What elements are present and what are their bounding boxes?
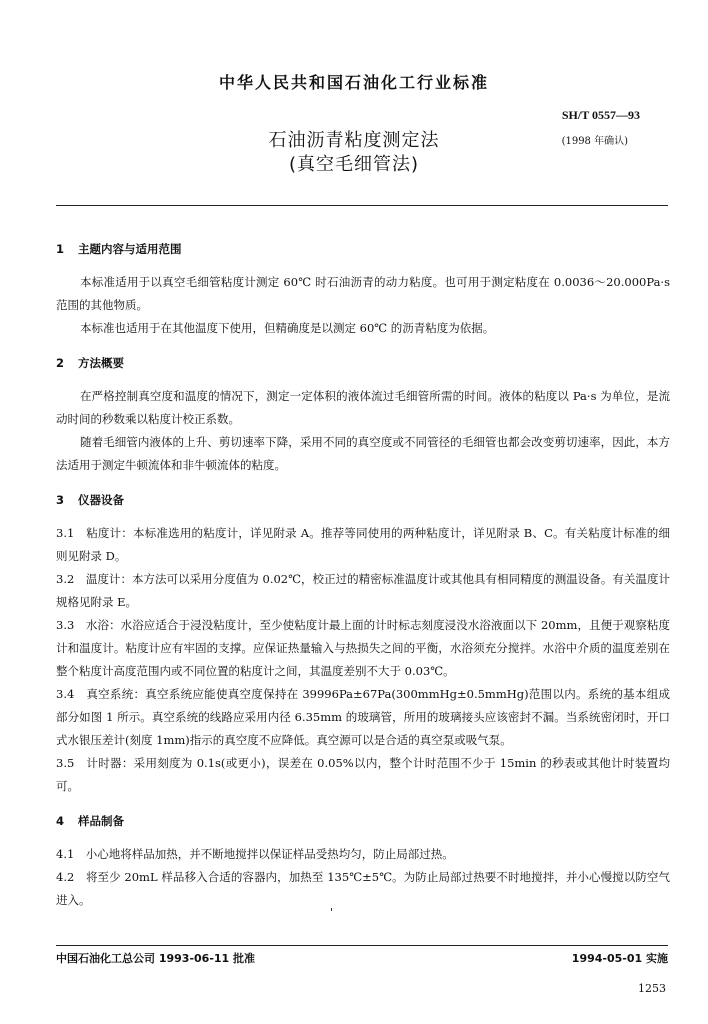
section-2 bbox=[56, 352, 670, 477]
section-heading bbox=[56, 238, 670, 261]
clause-3-2: 3.2 温度计：本方法可以采用分度值为 0.02℃，校正过的精密标准温度计或其他具有相同精度的测温设备。有关温度计规格见附录 E。 bbox=[56, 572, 670, 609]
section-heading bbox=[56, 352, 670, 375]
clause-3-5: 3.5 计时器：采用刻度为 0.1s(或更小)，误差在 0.05%以内，整个计时范围不少于 15min 的秒表或其他计时装置均可。 bbox=[56, 756, 670, 793]
section-title: 方法概要 bbox=[78, 356, 124, 370]
section-number: 1 bbox=[56, 242, 65, 256]
footer-divider bbox=[56, 945, 668, 946]
section-3 bbox=[56, 489, 670, 798]
header-divider bbox=[56, 205, 668, 206]
section-heading bbox=[56, 489, 670, 512]
section-number: 2 bbox=[56, 356, 65, 370]
clause-4-2: 4.2 将至少 20mL 样品移入合适的容器内，加热至 135℃±5℃。为防止局部过热要不时地搅拌，并小心慢搅以防空气进入。 bbox=[56, 870, 670, 907]
section-title: 仪器设备 bbox=[78, 493, 124, 507]
paragraph: 随着毛细管内液体的上升、剪切速率下降，采用不同的真空度或不同管径的毛细管也都会改变剪切速率，因此，本方法适用于测定牛顿流体和非牛顿流体的粘度。 bbox=[56, 435, 670, 472]
clause-4-1: 4.1 小心地将样品加热，并不断地搅拌以保证样品受热均匀，防止局部过热。 bbox=[56, 847, 454, 861]
approval-date: 中国石油化工总公司 1993-06-11 批准 bbox=[56, 952, 256, 965]
issuing-authority-header: 中华人民共和国石油化工行业标准 bbox=[218, 73, 489, 92]
section-1 bbox=[56, 238, 670, 340]
clause-3-4: 3.4 真空系统：真空系统应能使真空度保持在 39996Pa±67Pa(300mmHg±0.5mmHg)范围以内。系统的基本组成部分如图 1 所示。真空系统的线路应采用内径 6.35mm 的玻璃管，所用的玻璃接头应该密封不漏。当系统密闭时，开口式水银压差计(刻度 1mm)指示的真空度不应降低。真空源可以是合适的真空泵或吸气泵。 bbox=[56, 687, 670, 747]
section-title: 主题内容与适用范围 bbox=[78, 242, 182, 256]
document-body bbox=[56, 238, 670, 912]
paragraph: 本标准适用于以真空毛细管粘度计测定 60℃ 时石油沥青的动力粘度。也可用于测定粘度在 0.0036～20.000Pa·s 范围的其他物质。 bbox=[56, 275, 670, 312]
implementation-date: 1994-05-01 实施 bbox=[571, 952, 668, 965]
confirmation-note: (1998 年确认) bbox=[561, 136, 628, 147]
document-title: 石油沥青粘度测定法 bbox=[268, 130, 440, 151]
standard-code: SH/T 0557—93 bbox=[561, 108, 640, 122]
section-number: 3 bbox=[56, 493, 65, 507]
page-number: 1253 bbox=[638, 982, 666, 995]
document-subtitle: (真空毛细管法) bbox=[288, 154, 420, 175]
section-title: 样品制备 bbox=[78, 814, 124, 828]
paragraph: 在严格控制真空度和温度的情况下，测定一定体积的液体流过毛细管所需的时间。液体的粘度以 Pa·s 为单位，是流动时间的秒数乘以粘度计校正系数。 bbox=[56, 389, 670, 426]
section-4 bbox=[56, 810, 670, 912]
section-number: 4 bbox=[56, 814, 65, 828]
stray-mark: ' bbox=[330, 906, 334, 919]
clause-3-3: 3.3 水浴：水浴应适合于浸没粘度计，至少使粘度计最上面的计时标志刻度浸没水浴液面以下 20mm，且便于观察粘度计和温度计。粘度计应有牢固的支撑。应保证热量输入与热损失之间的平衡，水浴须充分搅拌。水浴中介质的温度差别在整个粘度计高度范围内或不同位置的粘度计之间，其温度差别不大于 0.03℃。 bbox=[56, 618, 670, 678]
section-heading bbox=[56, 810, 670, 833]
paragraph: 本标准也适用于在其他温度下使用，但精确度是以测定 60℃ 的沥青粘度为依据。 bbox=[80, 321, 495, 335]
clause-3-1: 3.1 粘度计：本标准选用的粘度计，详见附录 A。推荐等同使用的两种粘度计，详见附录 B、C。有关粘度计标准的细则见附录 D。 bbox=[56, 526, 670, 563]
